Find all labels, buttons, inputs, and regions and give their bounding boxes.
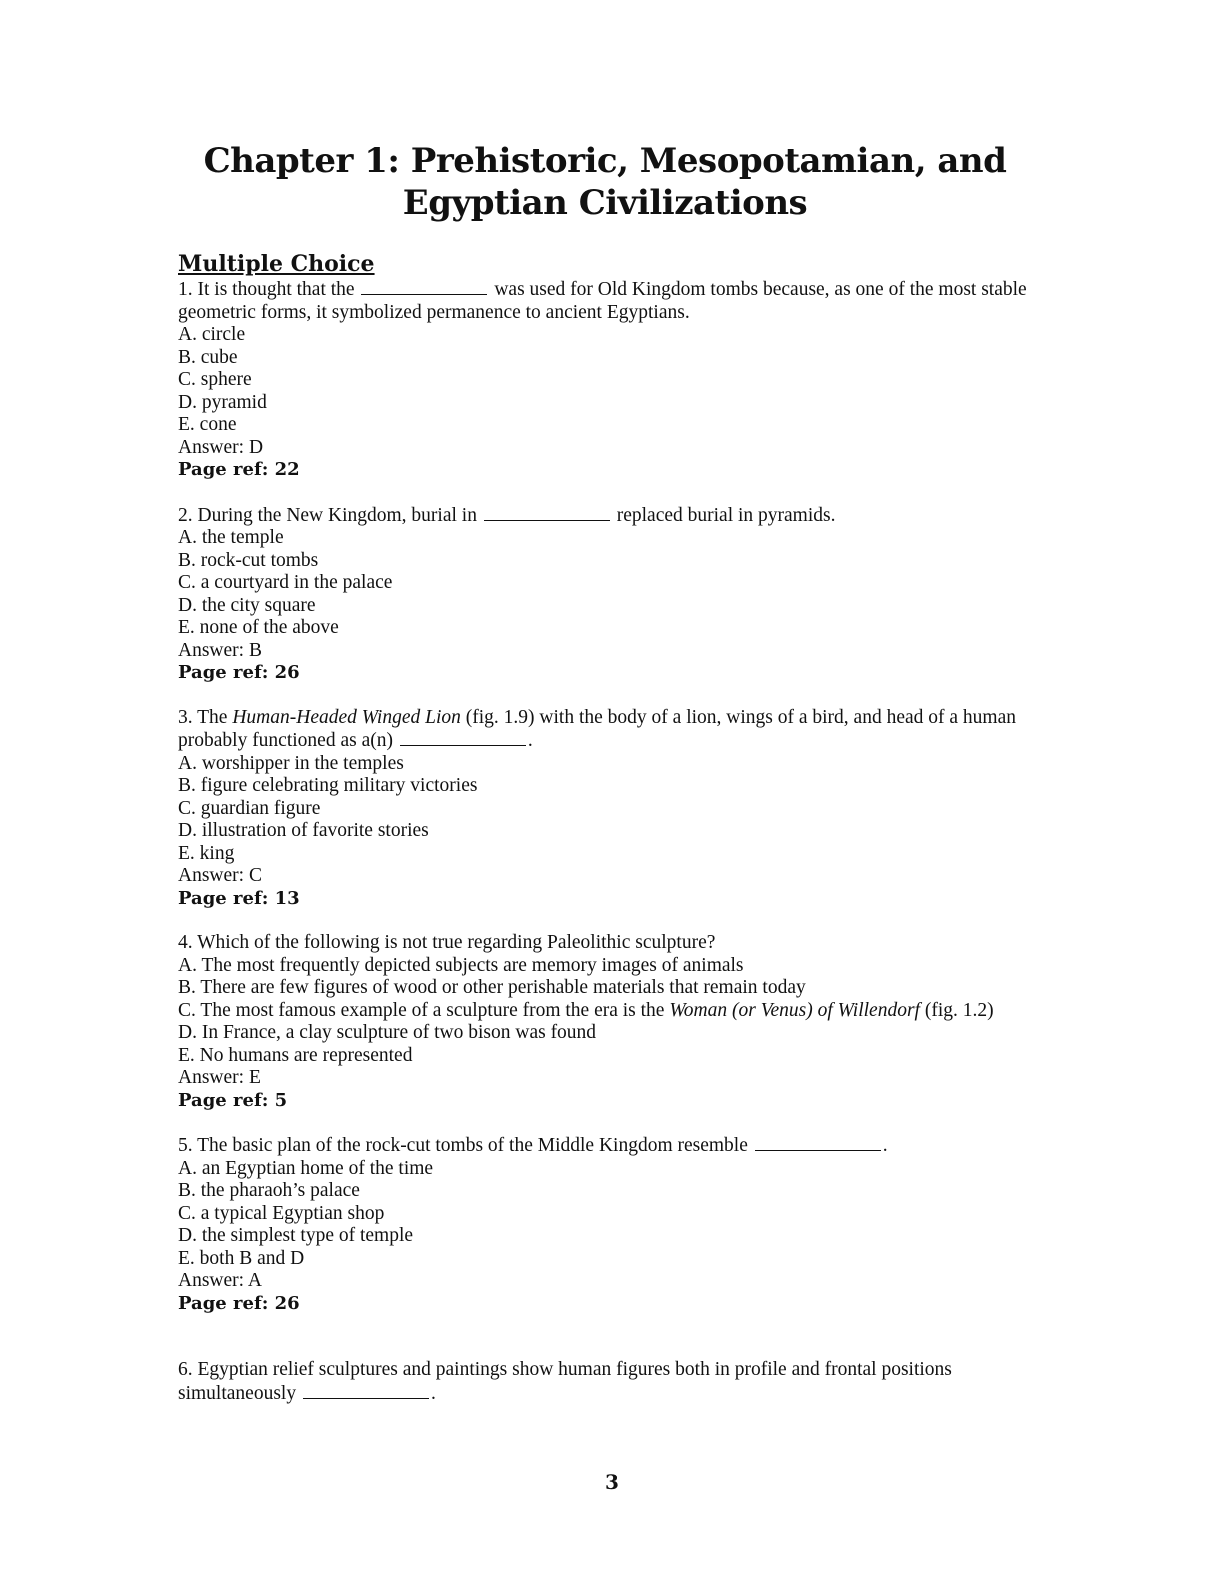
option-c: C. guardian figure [178, 797, 321, 819]
answer: Answer: D [178, 436, 264, 458]
option-e: E. cone [178, 414, 237, 435]
answer-blank [303, 1382, 429, 1399]
answer-blank [400, 729, 526, 746]
options-list [178, 1158, 1038, 1271]
artwork-title: Human-Headed Winged Lion [232, 706, 461, 728]
question-stem: 3. The Human-Headed Winged Lion (fig. 1.9) with the body of a lion, wings of a bird, and head of a human probably functioned as a(n) . [178, 706, 1016, 751]
options-list [178, 753, 1038, 866]
option-a: A. circle [178, 324, 246, 345]
page-ref: Page ref: 22 [178, 459, 300, 480]
option-e: E. king [178, 842, 235, 864]
question-1 [178, 278, 1038, 482]
option-c: C. The most famous example of a sculpture from the era is the Woman (or Venus) of Willendorf (fig. 1.2) [178, 999, 994, 1021]
option-e: E. No humans are represented [178, 1044, 413, 1066]
option-d: D. illustration of favorite stories [178, 820, 429, 841]
page-ref: Page ref: 5 [178, 1089, 288, 1111]
answer: Answer: C [178, 865, 262, 886]
question-3 [178, 707, 1038, 911]
question-stem: 5. The basic plan of the rock-cut tombs of the Middle Kingdom resemble . [178, 1135, 888, 1156]
answer: Answer: A [178, 1270, 262, 1291]
page-title: Chapter 1: Prehistoric, Mesopotamian, and Egyptian Civilizations [203, 141, 1007, 223]
option-b: B. the pharaoh’s palace [178, 1180, 360, 1201]
option-e: E. both B and D [178, 1247, 305, 1269]
option-b: B. figure celebrating military victories [178, 775, 478, 796]
option-b: B. rock-cut tombs [178, 549, 319, 571]
options-list [178, 955, 1038, 1068]
question-6 [178, 1359, 1038, 1405]
option-d: D. the simplest type of temple [178, 1225, 414, 1246]
question-4 [178, 932, 1038, 1112]
document-body [178, 250, 1038, 1427]
answer: Answer: B [178, 639, 262, 661]
question-stem: 4. Which of the following is not true regarding Paleolithic sculpture? [178, 932, 716, 953]
answer: Answer: E [178, 1067, 261, 1088]
page-ref: Page ref: 26 [178, 1292, 300, 1314]
option-c: C. a typical Egyptian shop [178, 1202, 385, 1224]
options-list [178, 527, 1038, 640]
option-d: D. the city square [178, 594, 316, 616]
option-b: B. cube [178, 346, 238, 368]
option-c: C. sphere [178, 369, 252, 390]
page-ref: Page ref: 26 [178, 662, 300, 683]
option-d: D. pyramid [178, 391, 267, 413]
options-list [178, 324, 1038, 437]
question-stem: 6. Egyptian relief sculptures and paintings show human figures both in profile and frontal positions simultaneously . [178, 1359, 952, 1404]
artwork-title: Woman (or Venus) of Willendorf [669, 999, 920, 1021]
option-c: C. a courtyard in the palace [178, 572, 393, 593]
question-stem: 1. It is thought that the was used for Old Kingdom tombs because, as one of the most stable geometric forms, it symbolized permanence to ancient Egyptians. [178, 279, 1027, 323]
page-ref: Page ref: 13 [178, 887, 300, 909]
option-a: A. the temple [178, 527, 284, 548]
page-number: 3 [605, 1470, 619, 1494]
question-2 [178, 504, 1038, 685]
option-a: A. an Egyptian home of the time [178, 1157, 434, 1179]
answer-blank [484, 504, 610, 521]
section-heading: Multiple Choice [178, 251, 375, 277]
option-e: E. none of the above [178, 617, 339, 638]
option-d: D. In France, a clay sculpture of two bison was found [178, 1022, 597, 1043]
answer-blank [361, 278, 487, 295]
option-a: A. The most frequently depicted subjects are memory images of animals [178, 954, 744, 976]
question-5 [178, 1134, 1038, 1315]
question-stem: 2. During the New Kingdom, burial in replaced burial in pyramids. [178, 504, 836, 526]
answer-blank [755, 1134, 881, 1151]
option-a: A. worshipper in the temples [178, 752, 404, 774]
option-b: B. There are few figures of wood or other perishable materials that remain today [178, 977, 806, 998]
